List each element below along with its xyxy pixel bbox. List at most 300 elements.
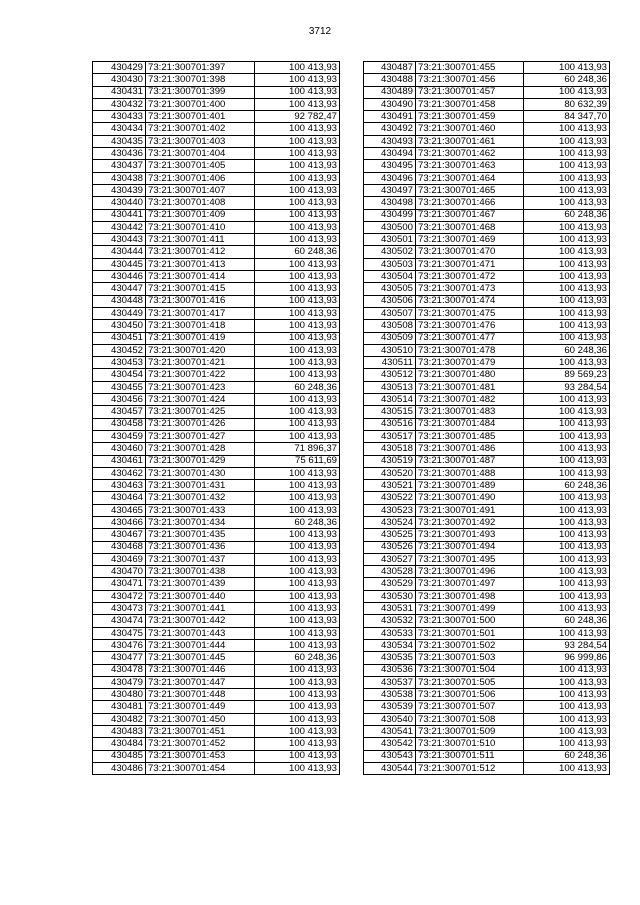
value-cell: 100 413,93 bbox=[255, 566, 340, 578]
table-row bbox=[93, 713, 340, 725]
table-row bbox=[364, 98, 610, 110]
row-number: 430441 bbox=[93, 209, 146, 221]
row-number: 430513 bbox=[364, 381, 416, 393]
table-row bbox=[93, 615, 340, 627]
table-row bbox=[364, 394, 610, 406]
table-row bbox=[93, 590, 340, 602]
table-row bbox=[93, 209, 340, 221]
value-cell: 75 611,69 bbox=[255, 455, 340, 467]
table-row bbox=[93, 184, 340, 196]
cadastral-number: 73:21:300701:409 bbox=[146, 209, 255, 221]
table-row bbox=[93, 369, 340, 381]
row-number: 430543 bbox=[364, 750, 416, 762]
table-row bbox=[364, 307, 610, 319]
row-number: 430534 bbox=[364, 639, 416, 651]
row-number: 430527 bbox=[364, 553, 416, 565]
cadastral-number: 73:21:300701:436 bbox=[146, 541, 255, 553]
table-row bbox=[93, 418, 340, 430]
row-number: 430460 bbox=[93, 443, 146, 455]
row-number: 430484 bbox=[93, 738, 146, 750]
row-number: 430514 bbox=[364, 394, 416, 406]
cadastral-number: 73:21:300701:415 bbox=[146, 283, 255, 295]
row-number: 430533 bbox=[364, 627, 416, 639]
table-row bbox=[93, 627, 340, 639]
row-number: 430437 bbox=[93, 160, 146, 172]
row-number: 430474 bbox=[93, 615, 146, 627]
value-cell: 100 413,93 bbox=[524, 148, 610, 160]
registry-table-left-body bbox=[93, 62, 340, 775]
value-cell: 100 413,93 bbox=[255, 627, 340, 639]
row-number: 430435 bbox=[93, 135, 146, 147]
value-cell: 100 413,93 bbox=[255, 357, 340, 369]
row-number: 430453 bbox=[93, 357, 146, 369]
row-number: 430464 bbox=[93, 492, 146, 504]
table-row bbox=[93, 357, 340, 369]
value-cell: 100 413,93 bbox=[255, 529, 340, 541]
page-number: 3712 bbox=[308, 26, 332, 37]
value-cell: 100 413,93 bbox=[524, 258, 610, 270]
cadastral-number: 73:21:300701:475 bbox=[416, 307, 524, 319]
table-row bbox=[93, 676, 340, 688]
value-cell: 100 413,93 bbox=[255, 344, 340, 356]
cadastral-number: 73:21:300701:418 bbox=[146, 320, 255, 332]
table-row bbox=[364, 258, 610, 270]
cadastral-number: 73:21:300701:497 bbox=[416, 578, 524, 590]
cadastral-number: 73:21:300701:435 bbox=[146, 529, 255, 541]
row-number: 430457 bbox=[93, 406, 146, 418]
value-cell: 100 413,93 bbox=[524, 603, 610, 615]
table-row bbox=[364, 443, 610, 455]
cadastral-number: 73:21:300701:459 bbox=[416, 111, 524, 123]
table-row bbox=[93, 553, 340, 565]
cadastral-number: 73:21:300701:414 bbox=[146, 271, 255, 283]
cadastral-number: 73:21:300701:509 bbox=[416, 726, 524, 738]
value-cell: 100 413,93 bbox=[255, 135, 340, 147]
row-number: 430439 bbox=[93, 184, 146, 196]
row-number: 430463 bbox=[93, 480, 146, 492]
table-row bbox=[364, 738, 610, 750]
value-cell: 100 413,93 bbox=[255, 406, 340, 418]
table-row bbox=[364, 726, 610, 738]
row-number: 430458 bbox=[93, 418, 146, 430]
row-number: 430503 bbox=[364, 258, 416, 270]
value-cell: 100 413,93 bbox=[255, 160, 340, 172]
table-row bbox=[364, 467, 610, 479]
cadastral-number: 73:21:300701:401 bbox=[146, 111, 255, 123]
table-row bbox=[364, 111, 610, 123]
cadastral-number: 73:21:300701:441 bbox=[146, 603, 255, 615]
value-cell: 60 248,36 bbox=[255, 246, 340, 258]
value-cell: 100 413,93 bbox=[524, 627, 610, 639]
cadastral-number: 73:21:300701:453 bbox=[146, 750, 255, 762]
table-row bbox=[93, 148, 340, 160]
row-number: 430480 bbox=[93, 689, 146, 701]
row-number: 430446 bbox=[93, 271, 146, 283]
row-number: 430483 bbox=[93, 726, 146, 738]
table-row bbox=[93, 332, 340, 344]
row-number: 430436 bbox=[93, 148, 146, 160]
table-row bbox=[364, 750, 610, 762]
value-cell: 100 413,93 bbox=[255, 394, 340, 406]
value-cell: 100 413,93 bbox=[524, 172, 610, 184]
cadastral-number: 73:21:300701:484 bbox=[416, 418, 524, 430]
value-cell: 100 413,93 bbox=[524, 234, 610, 246]
value-cell: 100 413,93 bbox=[524, 738, 610, 750]
table-row bbox=[364, 516, 610, 528]
table-row bbox=[364, 184, 610, 196]
table-row bbox=[93, 492, 340, 504]
table-row bbox=[364, 381, 610, 393]
row-number: 430440 bbox=[93, 197, 146, 209]
row-number: 430445 bbox=[93, 258, 146, 270]
cadastral-number: 73:21:300701:456 bbox=[416, 74, 524, 86]
row-number: 430487 bbox=[364, 62, 416, 74]
cadastral-number: 73:21:300701:512 bbox=[416, 762, 524, 774]
value-cell: 100 413,93 bbox=[255, 234, 340, 246]
cadastral-number: 73:21:300701:489 bbox=[416, 480, 524, 492]
table-row bbox=[93, 221, 340, 233]
value-cell: 100 413,93 bbox=[255, 172, 340, 184]
table-row bbox=[93, 762, 340, 774]
row-number: 430532 bbox=[364, 615, 416, 627]
value-cell: 100 413,93 bbox=[255, 603, 340, 615]
value-cell: 100 413,93 bbox=[255, 418, 340, 430]
row-number: 430504 bbox=[364, 271, 416, 283]
row-number: 430466 bbox=[93, 516, 146, 528]
value-cell: 92 782,47 bbox=[255, 111, 340, 123]
value-cell: 100 413,93 bbox=[524, 271, 610, 283]
row-number: 430449 bbox=[93, 307, 146, 319]
cadastral-number: 73:21:300701:485 bbox=[416, 430, 524, 442]
value-cell: 100 413,93 bbox=[524, 221, 610, 233]
table-row bbox=[93, 295, 340, 307]
value-cell: 100 413,93 bbox=[524, 443, 610, 455]
cadastral-number: 73:21:300701:407 bbox=[146, 184, 255, 196]
value-cell: 100 413,93 bbox=[524, 86, 610, 98]
table-row bbox=[93, 111, 340, 123]
row-number: 430544 bbox=[364, 762, 416, 774]
cadastral-number: 73:21:300701:508 bbox=[416, 713, 524, 725]
value-cell: 100 413,93 bbox=[524, 726, 610, 738]
row-number: 430470 bbox=[93, 566, 146, 578]
row-number: 430459 bbox=[93, 430, 146, 442]
cadastral-number: 73:21:300701:487 bbox=[416, 455, 524, 467]
value-cell: 100 413,93 bbox=[255, 639, 340, 651]
value-cell: 100 413,93 bbox=[255, 307, 340, 319]
cadastral-number: 73:21:300701:472 bbox=[416, 271, 524, 283]
row-number: 430429 bbox=[93, 62, 146, 74]
cadastral-number: 73:21:300701:430 bbox=[146, 467, 255, 479]
cadastral-number: 73:21:300701:488 bbox=[416, 467, 524, 479]
cadastral-number: 73:21:300701:478 bbox=[416, 344, 524, 356]
table-row bbox=[93, 381, 340, 393]
value-cell: 60 248,36 bbox=[524, 344, 610, 356]
value-cell: 100 413,93 bbox=[255, 283, 340, 295]
row-number: 430468 bbox=[93, 541, 146, 553]
table-row bbox=[364, 406, 610, 418]
cadastral-number: 73:21:300701:477 bbox=[416, 332, 524, 344]
value-cell: 100 413,93 bbox=[255, 86, 340, 98]
cadastral-number: 73:21:300701:462 bbox=[416, 148, 524, 160]
table-row bbox=[364, 197, 610, 209]
row-number: 430538 bbox=[364, 689, 416, 701]
value-cell: 100 413,93 bbox=[255, 726, 340, 738]
table-row bbox=[93, 689, 340, 701]
table-row bbox=[364, 566, 610, 578]
value-cell: 100 413,93 bbox=[255, 332, 340, 344]
row-number: 430469 bbox=[93, 553, 146, 565]
cadastral-number: 73:21:300701:439 bbox=[146, 578, 255, 590]
row-number: 430477 bbox=[93, 652, 146, 664]
row-number: 430505 bbox=[364, 283, 416, 295]
table-row bbox=[93, 504, 340, 516]
table-row bbox=[93, 664, 340, 676]
table-row bbox=[364, 295, 610, 307]
table-row bbox=[364, 492, 610, 504]
table-row bbox=[364, 639, 610, 651]
table-row bbox=[93, 652, 340, 664]
cadastral-number: 73:21:300701:464 bbox=[416, 172, 524, 184]
table-row bbox=[364, 541, 610, 553]
value-cell: 100 413,93 bbox=[524, 295, 610, 307]
row-number: 430454 bbox=[93, 369, 146, 381]
value-cell: 100 413,93 bbox=[255, 209, 340, 221]
row-number: 430486 bbox=[93, 762, 146, 774]
value-cell: 100 413,93 bbox=[524, 406, 610, 418]
table-row bbox=[93, 541, 340, 553]
value-cell: 100 413,93 bbox=[255, 762, 340, 774]
cadastral-number: 73:21:300701:437 bbox=[146, 553, 255, 565]
cadastral-number: 73:21:300701:438 bbox=[146, 566, 255, 578]
value-cell: 100 413,93 bbox=[524, 135, 610, 147]
value-cell: 100 413,93 bbox=[524, 357, 610, 369]
value-cell: 100 413,93 bbox=[524, 123, 610, 135]
cadastral-number: 73:21:300701:413 bbox=[146, 258, 255, 270]
row-number: 430519 bbox=[364, 455, 416, 467]
row-number: 430521 bbox=[364, 480, 416, 492]
row-number: 430518 bbox=[364, 443, 416, 455]
table-row bbox=[93, 467, 340, 479]
cadastral-number: 73:21:300701:491 bbox=[416, 504, 524, 516]
value-cell: 60 248,36 bbox=[524, 74, 610, 86]
row-number: 430522 bbox=[364, 492, 416, 504]
row-number: 430455 bbox=[93, 381, 146, 393]
row-number: 430508 bbox=[364, 320, 416, 332]
value-cell: 100 413,93 bbox=[524, 394, 610, 406]
table-row bbox=[93, 197, 340, 209]
table-row bbox=[364, 246, 610, 258]
value-cell: 100 413,93 bbox=[524, 553, 610, 565]
row-number: 430525 bbox=[364, 529, 416, 541]
row-number: 430448 bbox=[93, 295, 146, 307]
row-number: 430450 bbox=[93, 320, 146, 332]
value-cell: 100 413,93 bbox=[255, 664, 340, 676]
cadastral-number: 73:21:300701:466 bbox=[416, 197, 524, 209]
row-number: 430512 bbox=[364, 369, 416, 381]
table-row bbox=[93, 603, 340, 615]
cadastral-number: 73:21:300701:443 bbox=[146, 627, 255, 639]
cadastral-number: 73:21:300701:402 bbox=[146, 123, 255, 135]
cadastral-number: 73:21:300701:505 bbox=[416, 676, 524, 688]
row-number: 430536 bbox=[364, 664, 416, 676]
row-number: 430531 bbox=[364, 603, 416, 615]
value-cell: 100 413,93 bbox=[255, 271, 340, 283]
value-cell: 100 413,93 bbox=[524, 283, 610, 295]
value-cell: 100 413,93 bbox=[524, 320, 610, 332]
row-number: 430434 bbox=[93, 123, 146, 135]
value-cell: 100 413,93 bbox=[255, 221, 340, 233]
value-cell: 100 413,93 bbox=[524, 332, 610, 344]
cadastral-number: 73:21:300701:465 bbox=[416, 184, 524, 196]
cadastral-number: 73:21:300701:481 bbox=[416, 381, 524, 393]
cadastral-number: 73:21:300701:449 bbox=[146, 701, 255, 713]
value-cell: 100 413,93 bbox=[255, 492, 340, 504]
cadastral-number: 73:21:300701:506 bbox=[416, 689, 524, 701]
value-cell: 100 413,93 bbox=[255, 98, 340, 110]
row-number: 430443 bbox=[93, 234, 146, 246]
value-cell: 100 413,93 bbox=[524, 246, 610, 258]
value-cell: 60 248,36 bbox=[255, 652, 340, 664]
cadastral-number: 73:21:300701:501 bbox=[416, 627, 524, 639]
cadastral-number: 73:21:300701:480 bbox=[416, 369, 524, 381]
value-cell: 80 632,39 bbox=[524, 98, 610, 110]
row-number: 430456 bbox=[93, 394, 146, 406]
row-number: 430528 bbox=[364, 566, 416, 578]
row-number: 430476 bbox=[93, 639, 146, 651]
cadastral-number: 73:21:300701:417 bbox=[146, 307, 255, 319]
table-row bbox=[364, 762, 610, 774]
value-cell: 100 413,93 bbox=[255, 430, 340, 442]
table-row bbox=[364, 357, 610, 369]
row-number: 430433 bbox=[93, 111, 146, 123]
row-number: 430482 bbox=[93, 713, 146, 725]
table-row bbox=[93, 566, 340, 578]
cadastral-number: 73:21:300701:399 bbox=[146, 86, 255, 98]
value-cell: 100 413,93 bbox=[255, 701, 340, 713]
cadastral-number: 73:21:300701:446 bbox=[146, 664, 255, 676]
row-number: 430517 bbox=[364, 430, 416, 442]
value-cell: 100 413,93 bbox=[255, 504, 340, 516]
value-cell: 100 413,93 bbox=[524, 455, 610, 467]
value-cell: 100 413,93 bbox=[524, 590, 610, 602]
cadastral-number: 73:21:300701:492 bbox=[416, 516, 524, 528]
value-cell: 100 413,93 bbox=[524, 504, 610, 516]
cadastral-number: 73:21:300701:500 bbox=[416, 615, 524, 627]
table-row bbox=[93, 750, 340, 762]
cadastral-number: 73:21:300701:416 bbox=[146, 295, 255, 307]
value-cell: 100 413,93 bbox=[524, 184, 610, 196]
cadastral-number: 73:21:300701:410 bbox=[146, 221, 255, 233]
table-row bbox=[93, 430, 340, 442]
row-number: 430444 bbox=[93, 246, 146, 258]
table-row bbox=[93, 258, 340, 270]
table-row bbox=[364, 62, 610, 74]
value-cell: 100 413,93 bbox=[255, 738, 340, 750]
table-row bbox=[364, 603, 610, 615]
table-row bbox=[93, 160, 340, 172]
row-number: 430451 bbox=[93, 332, 146, 344]
cadastral-number: 73:21:300701:420 bbox=[146, 344, 255, 356]
value-cell: 100 413,93 bbox=[255, 123, 340, 135]
table-row bbox=[364, 553, 610, 565]
registry-table-right bbox=[363, 61, 610, 775]
value-cell: 100 413,93 bbox=[255, 480, 340, 492]
value-cell: 100 413,93 bbox=[524, 62, 610, 74]
table-row bbox=[93, 307, 340, 319]
cadastral-number: 73:21:300701:445 bbox=[146, 652, 255, 664]
table-row bbox=[93, 344, 340, 356]
value-cell: 100 413,93 bbox=[255, 713, 340, 725]
cadastral-number: 73:21:300701:498 bbox=[416, 590, 524, 602]
row-number: 430478 bbox=[93, 664, 146, 676]
row-number: 430530 bbox=[364, 590, 416, 602]
registry-table-left bbox=[92, 61, 340, 775]
row-number: 430510 bbox=[364, 344, 416, 356]
cadastral-number: 73:21:300701:423 bbox=[146, 381, 255, 393]
cadastral-number: 73:21:300701:461 bbox=[416, 135, 524, 147]
cadastral-number: 73:21:300701:482 bbox=[416, 394, 524, 406]
cadastral-number: 73:21:300701:406 bbox=[146, 172, 255, 184]
row-number: 430537 bbox=[364, 676, 416, 688]
value-cell: 100 413,93 bbox=[524, 713, 610, 725]
cadastral-number: 73:21:300701:490 bbox=[416, 492, 524, 504]
row-number: 430499 bbox=[364, 209, 416, 221]
value-cell: 93 284,54 bbox=[524, 381, 610, 393]
table-row bbox=[364, 123, 610, 135]
cadastral-number: 73:21:300701:412 bbox=[146, 246, 255, 258]
row-number: 430507 bbox=[364, 307, 416, 319]
cadastral-number: 73:21:300701:493 bbox=[416, 529, 524, 541]
cadastral-number: 73:21:300701:426 bbox=[146, 418, 255, 430]
value-cell: 100 413,93 bbox=[524, 701, 610, 713]
cadastral-number: 73:21:300701:469 bbox=[416, 234, 524, 246]
row-number: 430511 bbox=[364, 357, 416, 369]
cadastral-number: 73:21:300701:463 bbox=[416, 160, 524, 172]
value-cell: 71 896,37 bbox=[255, 443, 340, 455]
table-row bbox=[93, 234, 340, 246]
table-row bbox=[364, 455, 610, 467]
row-number: 430431 bbox=[93, 86, 146, 98]
row-number: 430492 bbox=[364, 123, 416, 135]
table-row bbox=[93, 98, 340, 110]
cadastral-number: 73:21:300701:428 bbox=[146, 443, 255, 455]
cadastral-number: 73:21:300701:474 bbox=[416, 295, 524, 307]
row-number: 430471 bbox=[93, 578, 146, 590]
cadastral-number: 73:21:300701:400 bbox=[146, 98, 255, 110]
table-row bbox=[364, 627, 610, 639]
cadastral-number: 73:21:300701:405 bbox=[146, 160, 255, 172]
cadastral-number: 73:21:300701:429 bbox=[146, 455, 255, 467]
value-cell: 89 569,23 bbox=[524, 369, 610, 381]
row-number: 430467 bbox=[93, 529, 146, 541]
table-row bbox=[364, 430, 610, 442]
table-row bbox=[364, 529, 610, 541]
table-row bbox=[93, 283, 340, 295]
table-row bbox=[364, 578, 610, 590]
cadastral-number: 73:21:300701:447 bbox=[146, 676, 255, 688]
row-number: 430509 bbox=[364, 332, 416, 344]
table-row bbox=[93, 726, 340, 738]
table-row bbox=[364, 332, 610, 344]
table-row bbox=[93, 516, 340, 528]
table-row bbox=[93, 406, 340, 418]
table-row bbox=[93, 529, 340, 541]
value-cell: 100 413,93 bbox=[524, 492, 610, 504]
row-number: 430475 bbox=[93, 627, 146, 639]
table-row bbox=[364, 86, 610, 98]
value-cell: 100 413,93 bbox=[524, 578, 610, 590]
value-cell: 100 413,93 bbox=[255, 258, 340, 270]
